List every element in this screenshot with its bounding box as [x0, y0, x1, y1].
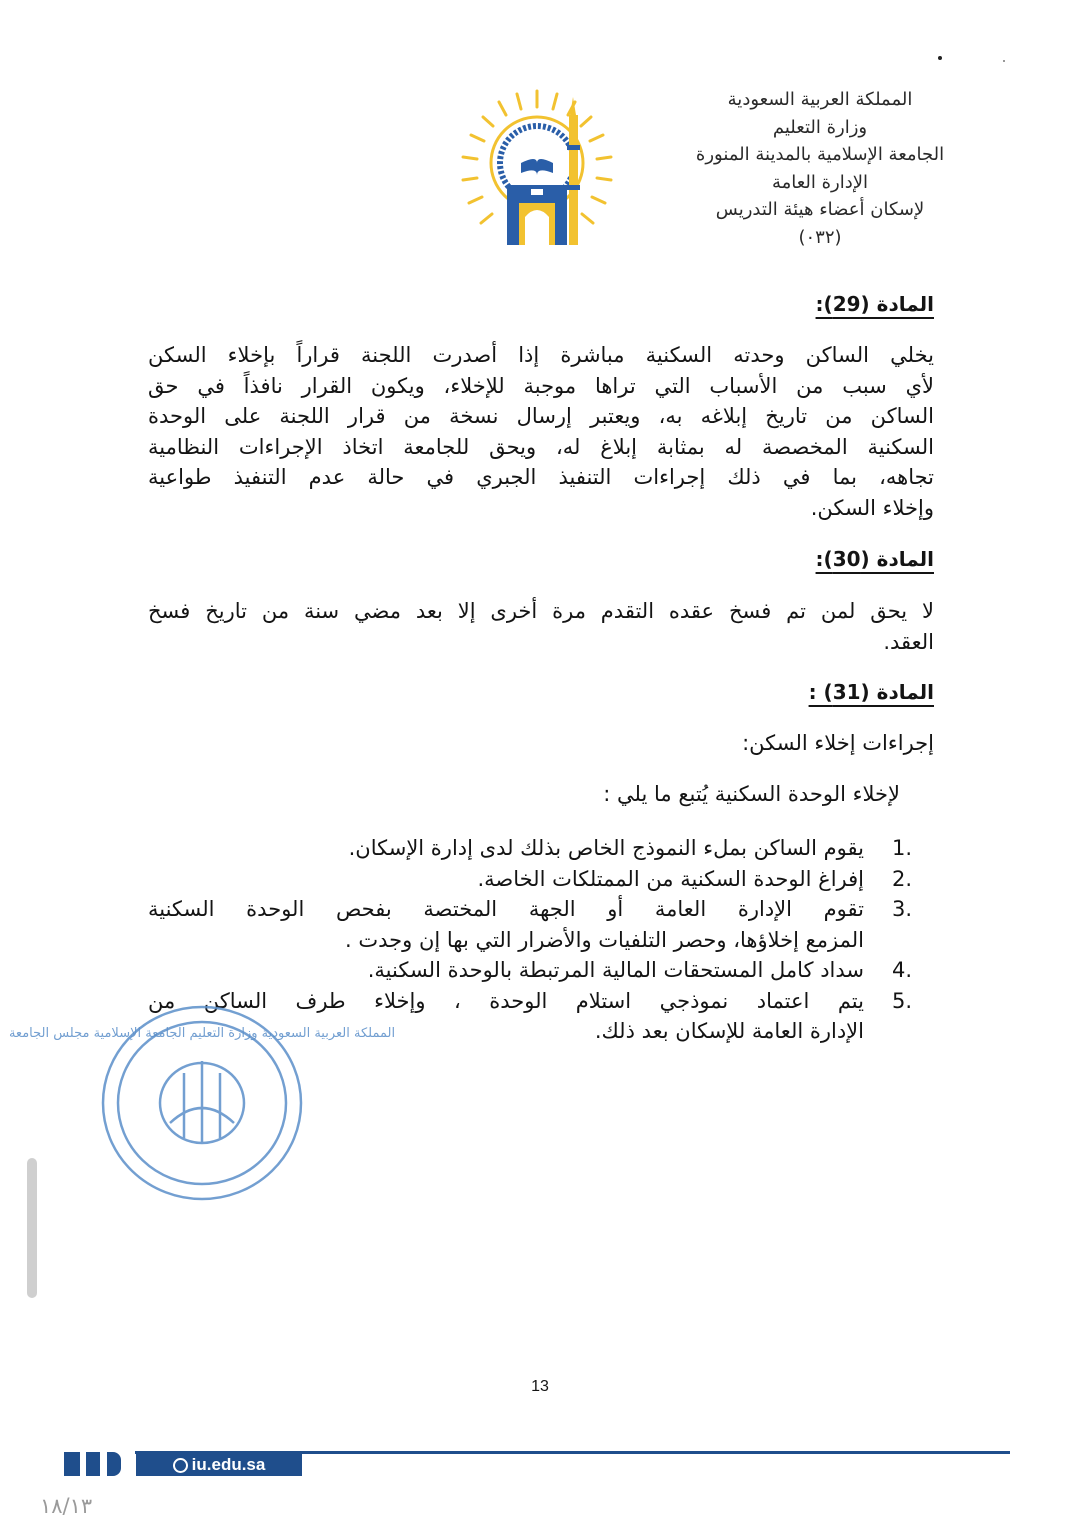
- list-item-number: 1.: [892, 836, 913, 860]
- footer-bar: [86, 1452, 100, 1476]
- header-line-housing: لإسكان أعضاء هيئة التدريس: [715, 199, 925, 220]
- header-line-code: (٠٣٢): [798, 226, 842, 248]
- article-29-line: لأي سبب من الأسباب التي تراها موجبة للإخلاء، ويكون القرار نافذاً في حق: [148, 373, 934, 398]
- article-29-body: [148, 340, 934, 523]
- article-29-line: الساكن من تاريخ إبلاغه به، ويعتبر إرسال نسخة من قرار اللجنة على الوحدة: [148, 404, 934, 428]
- article-29-line: تجاهه، بما في ذلك إجراءات التنفيذ الجبري في حالة عدم التنفيذ طواعية: [148, 465, 934, 489]
- article-29-line: يخلي الساكن وحدته السكنية مباشرة إذا أصدرت اللجنة قراراً بإخلاء السكن: [148, 343, 934, 367]
- list-item-text: سداد كامل المستحقات المالية المرتبطة بالوحدة السكنية.: [367, 958, 864, 982]
- article-30-line: العقد.: [883, 629, 934, 654]
- header-line-university: الجامعة الإسلامية بالمدينة المنورة: [695, 144, 945, 165]
- letterhead: [670, 86, 970, 251]
- article-31-subtitle: إجراءات إخلاء السكن:: [742, 731, 934, 755]
- article-31-intro: لإخلاء الوحدة السكنية يُتبع ما يلي :: [603, 782, 900, 806]
- header-line-kingdom: المملكة العربية السعودية: [727, 89, 913, 110]
- article-29-line: وإخلاء السكن.: [810, 495, 934, 520]
- list-item: [148, 833, 932, 864]
- list-item: [148, 955, 932, 986]
- footer-bar: [107, 1452, 121, 1476]
- stamp-text: المملكة العربية السعودية وزارة التعليم الجامعة الإسلامية مجلس الجامعة: [8, 1026, 396, 1041]
- list-item-number: 4.: [892, 958, 913, 982]
- article-29-title: المادة (29):: [815, 292, 934, 316]
- list-item-number: 5.: [892, 988, 913, 1013]
- header-line-ministry: وزارة التعليم: [772, 116, 868, 138]
- globe-icon: [173, 1458, 188, 1473]
- list-item-number: 2.: [892, 866, 913, 891]
- list-item-text: الإدارة العامة للإسكان بعد ذلك.: [594, 1019, 864, 1043]
- viewer-scrollbar[interactable]: [27, 1158, 37, 1298]
- list-item: [148, 894, 932, 955]
- list-item: [148, 864, 932, 895]
- page-counter: ١٨/١٣: [40, 1494, 93, 1518]
- list-item-number: 3.: [892, 897, 913, 921]
- list-item-text: إفراغ الوحدة السكنية من الممتلكات الخاصة.: [477, 866, 864, 891]
- header-line-administration: الإدارة العامة: [771, 171, 869, 193]
- page-number: 13: [531, 1378, 549, 1395]
- scan-dot: [938, 56, 942, 60]
- list-item-text: تقوم الإدارة العامة أو الجهة المختصة بفحص الوحدة السكنية: [148, 897, 864, 921]
- article-30-line: لا يحق لمن تم فسخ عقده التقدم مرة أخرى إلا بعد مضي سنة من تاريخ فسخ: [148, 599, 934, 623]
- list-item-text: المزمع إخلاؤها، وحصر التلفيات والأضرار التي بها إن وجدت .: [345, 927, 864, 952]
- list-item-text: يقوم الساكن بملء النموذج الخاص بذلك لدى إدارة الإسكان.: [348, 836, 864, 860]
- footer-bar: [64, 1452, 80, 1476]
- article-29-line: السكنية المخصصة له بمثابة إبلاغ له، ويحق للجامعة اتخاذ الإجراءات النظامية: [148, 434, 934, 459]
- article-31-title: المادة (31) :: [808, 680, 934, 704]
- scan-speck: [1003, 60, 1005, 62]
- list-item-text: يتم اعتماد نموذجي استلام الوحدة ، وإخلاء طرف الساكن من: [148, 988, 864, 1013]
- official-stamp: [8, 1003, 396, 1203]
- article-30-body: [148, 596, 934, 657]
- website-link[interactable]: [136, 1454, 302, 1476]
- article-30-title: المادة (30):: [815, 547, 934, 571]
- website-text: iu.edu.sa: [191, 1455, 266, 1474]
- university-logo: [455, 85, 620, 255]
